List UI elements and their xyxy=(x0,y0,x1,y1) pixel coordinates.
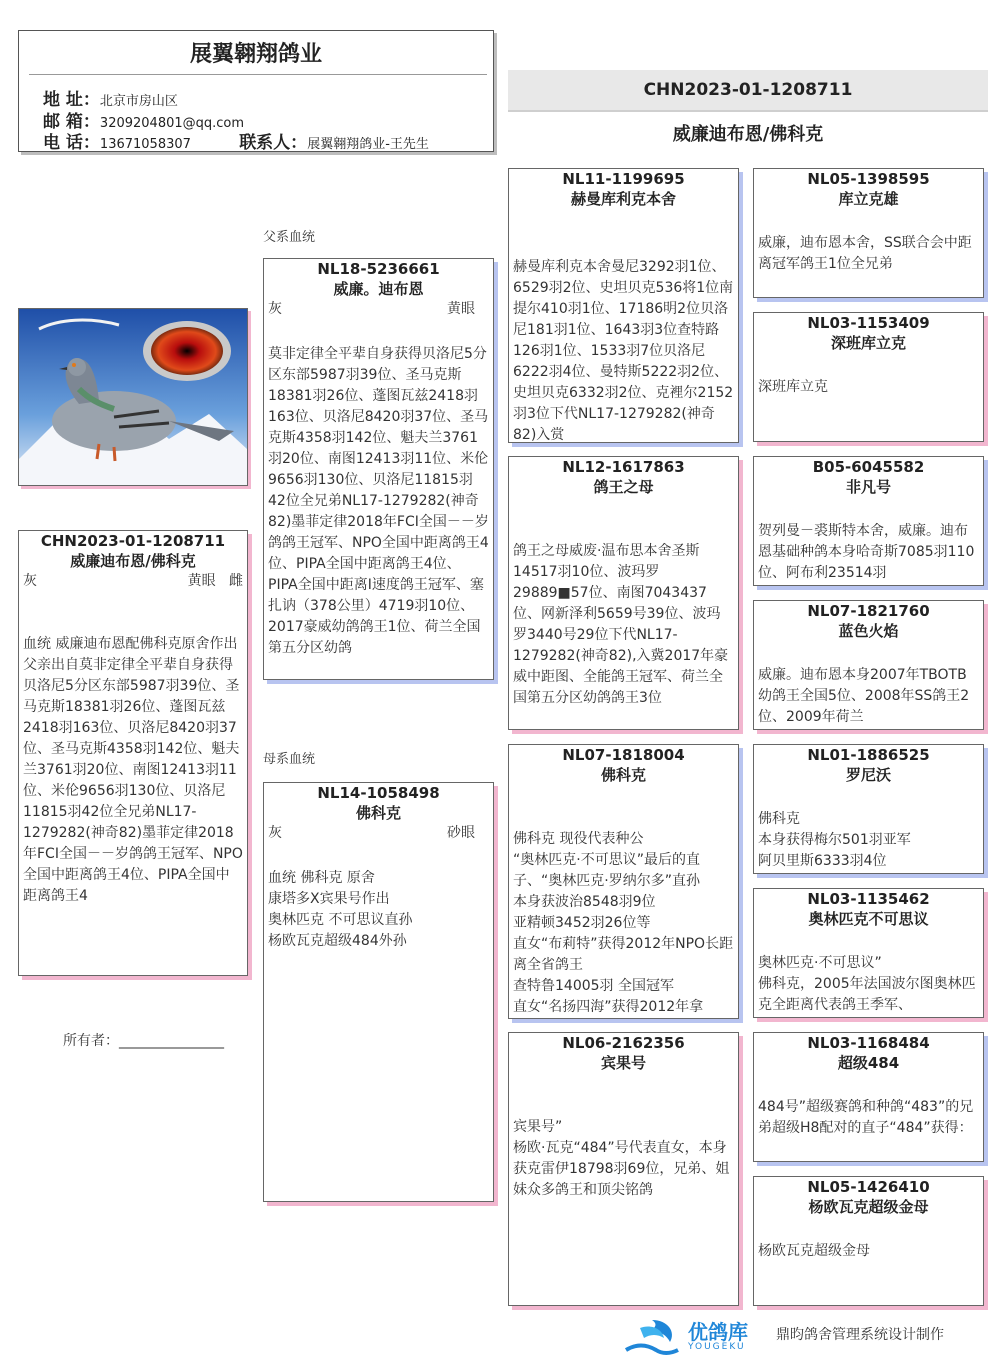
subject-name-heading: 威廉迪布恩/佛科克 xyxy=(672,124,824,145)
phone-label: 电 话： xyxy=(43,133,100,153)
sire-dam-name: 鸽王之母 xyxy=(593,478,654,496)
pigeon-illustration xyxy=(19,309,247,485)
sire-sire-dam-card[interactable] xyxy=(753,312,984,442)
dam-dam-name: 宾果号 xyxy=(600,1054,646,1072)
address-label: 地 址： xyxy=(43,90,100,110)
dam-section-label: 母系血统 xyxy=(263,752,316,767)
subject-name: 威廉迪布恩/佛科克 xyxy=(70,552,196,570)
subject-traits xyxy=(19,571,247,592)
dsd-ring: NL03-1135462 xyxy=(807,890,930,908)
breeder-info-card xyxy=(18,30,494,152)
dam-color: 灰 xyxy=(268,825,282,841)
ssd-description: 深班库立克 xyxy=(758,379,828,395)
pigeon-photo xyxy=(18,308,248,486)
sds-ring: B05-6045582 xyxy=(812,458,925,476)
footer-brand-sub: YOUGEKU xyxy=(688,1342,746,1352)
ssd-ring: NL03-1153409 xyxy=(807,314,930,332)
email-label: 邮 箱： xyxy=(43,112,100,132)
dds-name: 超级484 xyxy=(837,1054,900,1072)
dam-sire-ring: NL07-1818004 xyxy=(562,746,685,764)
dam-eye: 砂眼 xyxy=(447,825,475,841)
sire-dam-dam-card[interactable] xyxy=(753,600,984,730)
sds-name: 非凡号 xyxy=(845,478,891,496)
address-value: 北京市房山区 xyxy=(99,94,178,109)
dam-dam-ring: NL06-2162356 xyxy=(562,1034,685,1052)
phone-value: 13671058307 xyxy=(99,137,191,152)
dam-dam-dam-card[interactable] xyxy=(753,1176,984,1306)
dss-name: 罗尼沃 xyxy=(845,766,891,784)
dsd-name: 奥林匹克不可思议 xyxy=(808,910,929,928)
breeder-title: 展翼翱翔鸽业 xyxy=(189,42,322,67)
sdd-name: 蓝色火焰 xyxy=(838,622,899,640)
dam-dam-description: 宾果号” 杨欧·瓦克“484”号代表直女，本身获克雷伊18798羽69位，兄弟、姐妹众多鸽王和顶尖铭鸽 xyxy=(513,1119,730,1198)
subject-sex: 雌 xyxy=(229,573,243,589)
dam-traits xyxy=(264,823,493,844)
dss-ring: NL01-1886525 xyxy=(807,746,930,764)
dam-sire-name: 佛科克 xyxy=(600,766,646,784)
sire-description: 莫非定律全平辈自身获得贝洛尼5分区东部5987羽39位、圣马克斯18381羽26位、蓬图瓦兹2418羽163位、贝洛尼8420羽37位、圣马克斯4358羽142位、魁夫兰3761羽20位、南图12413羽11位、米伦9656羽130位、贝洛尼11815羽42位全兄弟NL17-1279282(神奇82)墨菲定律2018年FCI全国－－岁鸽鸽王冠军、NPO全国中距离鸽王4位、PIPA全国中距离鸽王4位、PIPA全国中距离I速度鸽王冠军、塞扎讷（378公里）4719羽10位、2017豪威幼鸽鸽王1位、荷兰全国第五分区幼鸽 xyxy=(268,346,489,656)
sdd-ring: NL07-1821760 xyxy=(807,602,930,620)
ssd-name: 深班库立克 xyxy=(830,334,906,352)
dam-sire-description: 佛科克 现役代表种公 “奥林匹克·不可思议”最后的直子、“奥林匹克·罗纳尔多”直孙 本身获波治8548羽9位 亚精顿3452羽26位等 直女“布莉特”获得2012年NPO长距离全省鸽王 查特鲁14005羽 全国冠军 直女“名扬四海”获得2012年拿 xyxy=(513,831,734,1015)
dam-description: 血统 佛科克 原舍 康塔多X宾果号作出 奥林匹克 不可思议直孙 杨欧瓦克超级484外孙 xyxy=(268,870,413,949)
dss-description: 佛科克 本身获得梅尔501羽亚军 阿贝里斯6333羽4位 xyxy=(758,811,911,869)
wave-logo-icon xyxy=(622,1314,684,1358)
footer-brand: 优鸽库 xyxy=(688,1320,748,1344)
sire-dam-ring: NL12-1617863 xyxy=(562,458,685,476)
sss-ring: NL05-1398595 xyxy=(807,170,930,188)
dam-sire-sire-card[interactable] xyxy=(753,744,984,874)
sire-dam-card[interactable] xyxy=(508,456,739,730)
subject-ring-banner: CHN2023-01-1208711 xyxy=(508,70,988,112)
dds-ring: NL03-1168484 xyxy=(807,1034,930,1052)
sire-card[interactable] xyxy=(263,258,494,680)
sire-ring: NL18-5236661 xyxy=(317,260,440,278)
subject-description: 血统 威廉迪布恩配佛科克原舍作出 父亲出自莫非定律全平辈自身获得贝洛尼5分区东部5987羽39位、圣马克斯18381羽26位、蓬图瓦兹2418羽163位、贝洛尼8420羽37位、圣马克斯4358羽142位、魁夫兰3761羽20位、南图12413羽11位、米伦9656羽130位、贝洛尼11815羽42位全兄弟NL17-1279282(神奇82)墨菲定律2018年FCI全国－－岁鸽鸽王冠军、NPO全国中距离鸽王4位、PIPA全国中距离鸽王4 xyxy=(23,636,243,904)
dam-dam-card[interactable] xyxy=(508,1032,739,1306)
phone-row xyxy=(43,128,429,153)
sire-dam-description: 鸽王之母威废·温布思本舍圣斯14517羽10位、波玛罗29889■57位、南图7043437位、网新泽利5659号39位、波玛罗3440号29位下代NL17-1279282(神奇82),入冀2017年豪威中距图、全能鸽王冠军、荷兰全国第五分区幼鸽鸽王3位 xyxy=(513,543,729,706)
sire-sire-name: 赫曼库利克本舍 xyxy=(570,190,676,208)
dam-sire-card[interactable] xyxy=(508,744,739,1019)
header-divider xyxy=(29,74,487,75)
sire-dam-sire-card[interactable] xyxy=(753,456,984,586)
contact-value: 展翼翱翔鸽业-王先生 xyxy=(307,137,429,152)
sdd-description: 威廉。迪布恩本身2007年TBOTB幼鸽王全国5位、2008年SS鸽王2位、2009年荷兰 xyxy=(758,667,970,725)
sire-sire-card[interactable] xyxy=(508,168,739,443)
subject-color: 灰 xyxy=(23,573,37,589)
sire-sire-description: 赫曼库利克本舍曼尼3292羽1位、6529羽2位、史坦贝克536将1位南提尔410羽1位、17186明2位贝洛尼181羽1位、1643羽3位查特路126羽1位、1533羽7位贝洛尼 6222羽4位、曼特斯5222羽2位、史坦贝克6332羽2位、克裡尔2152羽3位下代NL17-1279282(神奇82)入赏 xyxy=(513,259,734,443)
contact-label: 联系人： xyxy=(239,133,308,153)
sss-description: 威廉，迪布恩本舍，SS联合会中距离冠军鸽王1位全兄弟 xyxy=(758,235,972,272)
yougeku-logo xyxy=(622,1314,772,1358)
sire-eye: 黄眼 xyxy=(447,301,475,317)
dam-dam-sire-card[interactable] xyxy=(753,1032,984,1162)
subject-card[interactable] xyxy=(18,530,248,976)
sire-color: 灰 xyxy=(268,301,282,317)
dam-card[interactable] xyxy=(263,782,494,1202)
dam-ring: NL14-1058498 xyxy=(317,784,440,802)
sire-section-label: 父系血统 xyxy=(263,230,316,245)
sire-sire-sire-card[interactable] xyxy=(753,168,984,298)
sire-name: 威廉。迪布恩 xyxy=(333,280,424,298)
ddd-description: 杨欧瓦克超级金母 xyxy=(758,1243,870,1259)
sds-description: 贺列曼－裘斯特本舍，威廉。迪布恩基础种鸽本身哈奇斯7085羽110位、阿布利23514羽 xyxy=(758,523,975,581)
subject-ring: CHN2023-01-1208711 xyxy=(40,532,226,550)
dam-name: 佛科克 xyxy=(355,804,401,822)
ddd-ring: NL05-1426410 xyxy=(807,1178,930,1196)
sss-name: 库立克雄 xyxy=(838,190,899,208)
dam-sire-dam-card[interactable] xyxy=(753,888,984,1018)
email-value[interactable]: 3209204801@qq.com xyxy=(99,116,245,131)
dsd-description: 奥林匹克·不可思议” 佛科克，2005年法国波尔图奥林匹克全距离代表鸽王季军、 xyxy=(758,955,976,1013)
footer-credit: 鼎昀鸽舍管理系统设计制作 xyxy=(776,1327,944,1343)
ddd-name: 杨欧瓦克超级金母 xyxy=(808,1198,929,1216)
sire-sire-ring: NL11-1199695 xyxy=(562,170,685,188)
subject-eye: 黄眼 xyxy=(187,573,216,589)
owner-field: 所有者：_______________ xyxy=(63,1033,224,1049)
dds-description: 484号”超级赛鸽和种鸽“483”的兄弟超级H8配对的直子“484”获得： xyxy=(758,1099,974,1136)
sire-traits xyxy=(264,299,493,320)
